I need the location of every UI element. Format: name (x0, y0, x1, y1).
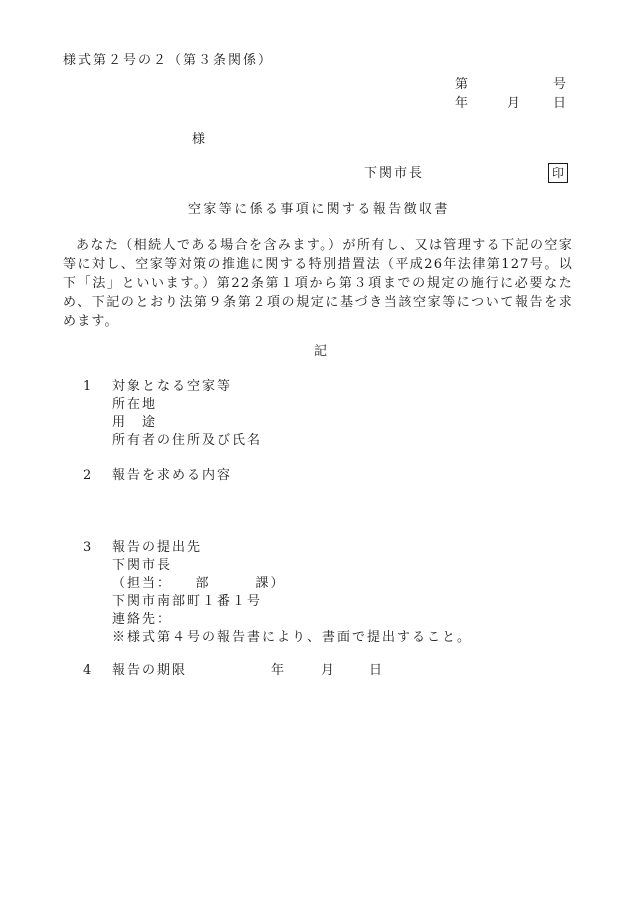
deadline-month: 月 (321, 663, 337, 678)
section-line: 所在地 (112, 397, 158, 412)
doc-number-suffix: 号 (553, 77, 569, 92)
doc-number-prefix: 第 (455, 77, 471, 92)
section-line: （担当： 部 課） (112, 576, 286, 591)
section-number: 4 (83, 663, 92, 678)
addressee-suffix: 様 (192, 132, 208, 147)
section-line: 報告を求める内容 (112, 468, 233, 483)
section-line: 連絡先： (112, 612, 173, 627)
form-number: 様式第２号の２（第３条関係） (63, 53, 274, 68)
section-number: 2 (83, 468, 92, 483)
body-paragraph: あなた（相続人である場合を含みます。）が所有し、又は管理する下記の空家等に対し、空家等対策の推進に関する特別措置法（平成26年法律第127号。以下「法」といいます。）第22条第１項から第３項までの規定の施行に必要なため、下記のとおり法第９条第２項の規定に基づき当該空家等について報告を求めます。 (63, 238, 573, 329)
section-number: 1 (83, 379, 92, 394)
section-line: 所有者の住所及び氏名 (112, 433, 263, 448)
section-line: 下関市南部町１番１号 (112, 594, 263, 609)
seal-mark: 印 (548, 163, 568, 183)
ki-heading: 記 (314, 344, 330, 359)
deadline-year: 年 (271, 663, 287, 678)
sender-name: 下関市長 (364, 166, 425, 181)
date-year: 年 (455, 96, 471, 111)
section-number: 3 (83, 540, 92, 555)
section-line: 対象となる空家等 (112, 379, 233, 394)
date-day: 日 (553, 96, 569, 111)
deadline-day: 日 (369, 663, 385, 678)
section-line: 用 途 (112, 415, 158, 430)
document-title: 空家等に係る事項に関する報告徴収書 (188, 202, 450, 217)
section-line: 下関市長 (112, 558, 173, 573)
section-line: ※様式第４号の報告書により、書面で提出すること。 (112, 630, 473, 645)
section-line: 報告の期限 (112, 663, 188, 678)
section-line: 報告の提出先 (112, 540, 203, 555)
date-month: 月 (507, 96, 523, 111)
